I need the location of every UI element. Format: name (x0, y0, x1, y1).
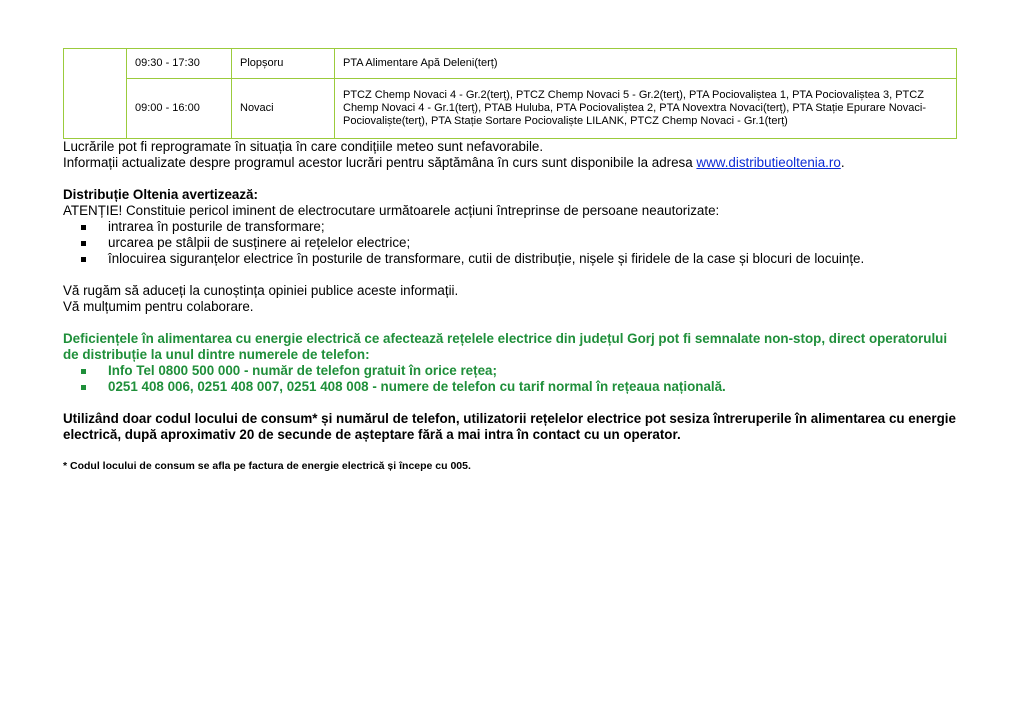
document-page (63, 48, 963, 473)
list-item (63, 219, 963, 235)
table-row (64, 79, 957, 139)
time-cell: 09:30 - 17:30 (127, 49, 232, 79)
list-item-text: 0251 408 006, 0251 408 007, 0251 408 008 - numere de telefon cu tarif normal în rețeaua națională. (108, 379, 726, 394)
place-cell: Novaci (232, 79, 335, 139)
contact-text: Deficiențele în alimentarea cu energie electrică ce afectează rețelele electrice din județul Gorj pot fi semnalate non-stop, direct operatorului de distribuție la unul dintre numerele de telefon: (63, 331, 948, 362)
warning-list (63, 219, 963, 267)
info-note (63, 155, 963, 171)
footnote: * Codul locului de consum se afla pe factura de energie electrică și începe cu 005. (63, 460, 471, 472)
schedule-table (63, 48, 957, 139)
list-item (63, 235, 963, 251)
list-item-text: intrarea în posturile de transformare; (108, 219, 325, 234)
description-cell: PTA Alimentare Apă Deleni(terț) (335, 49, 957, 79)
description-cell: PTCZ Chemp Novaci 4 - Gr.2(terț), PTCZ Chemp Novaci 5 - Gr.2(terț), PTA Pociovaliștea 1, PTA Pociovaliștea 3, PTCZ Chemp Novaci 4 - Gr.1(terț), PTAB Huluba, PTA Pociovaliștea 2, PTA Novextra Novaci(terț), PTA Stație Epurare Novaci-Pociovaliște(terț), PTA Stație Sortare Pociovaliște LILANK, PTCZ Chemp Novaci - Gr.1(terț) (335, 79, 957, 139)
list-item-text: Info Tel 0800 500 000 - număr de telefon gratuit în orice rețea; (108, 363, 497, 378)
warning-heading: Distribuție Oltenia avertizează: (63, 187, 258, 202)
square-bullet-icon (81, 225, 86, 230)
list-item (63, 251, 963, 267)
request-line-2: Vă mulțumim pentru colaborare. (63, 299, 254, 314)
list-item (63, 379, 963, 395)
square-bullet-icon (81, 369, 86, 374)
time-cell: 09:00 - 16:00 (127, 79, 232, 139)
reschedule-note: Lucrările pot fi reprogramate în situația în care condițiile meteo sunt nefavorabile. (63, 139, 544, 154)
square-bullet-icon (81, 241, 86, 246)
list-item (63, 363, 963, 379)
square-bullet-icon (81, 257, 86, 262)
website-link[interactable]: www.distributieoltenia.ro (696, 155, 841, 170)
list-item-text: urcarea pe stâlpii de susținere ai rețelelor electrice; (108, 235, 411, 250)
place-cell: Plopșoru (232, 49, 335, 79)
table-row (64, 49, 957, 79)
warning-intro: ATENȚIE! Constituie pericol iminent de electrocutare următoarele acțiuni întreprinse de persoane neautorizate: (63, 203, 720, 218)
usage-text: Utilizând doar codul locului de consum* și numărul de telefon, utilizatorii rețelelor electrice pot sesiza întreruperile în alimentarea cu energie electrică, după aproximativ 20 de secunde de așteptare fără a mai intra în contact cu un operator. (63, 411, 956, 442)
info-prefix: Informații actualizate despre programul acestor lucrări pentru săptămâna în curs sunt disponibile la adresa (63, 155, 697, 170)
square-bullet-icon (81, 385, 86, 390)
request-line-1: Vă rugăm să aduceți la cunoștința opiniei publice aceste informații. (63, 283, 459, 298)
contact-list (63, 363, 963, 395)
info-suffix: . (840, 155, 845, 170)
locality-cell (64, 49, 127, 139)
list-item-text: înlocuirea siguranțelor electrice în posturile de transformare, cutii de distribuție, nișele și firidele de la case și blocuri de locuințe. (108, 251, 865, 266)
